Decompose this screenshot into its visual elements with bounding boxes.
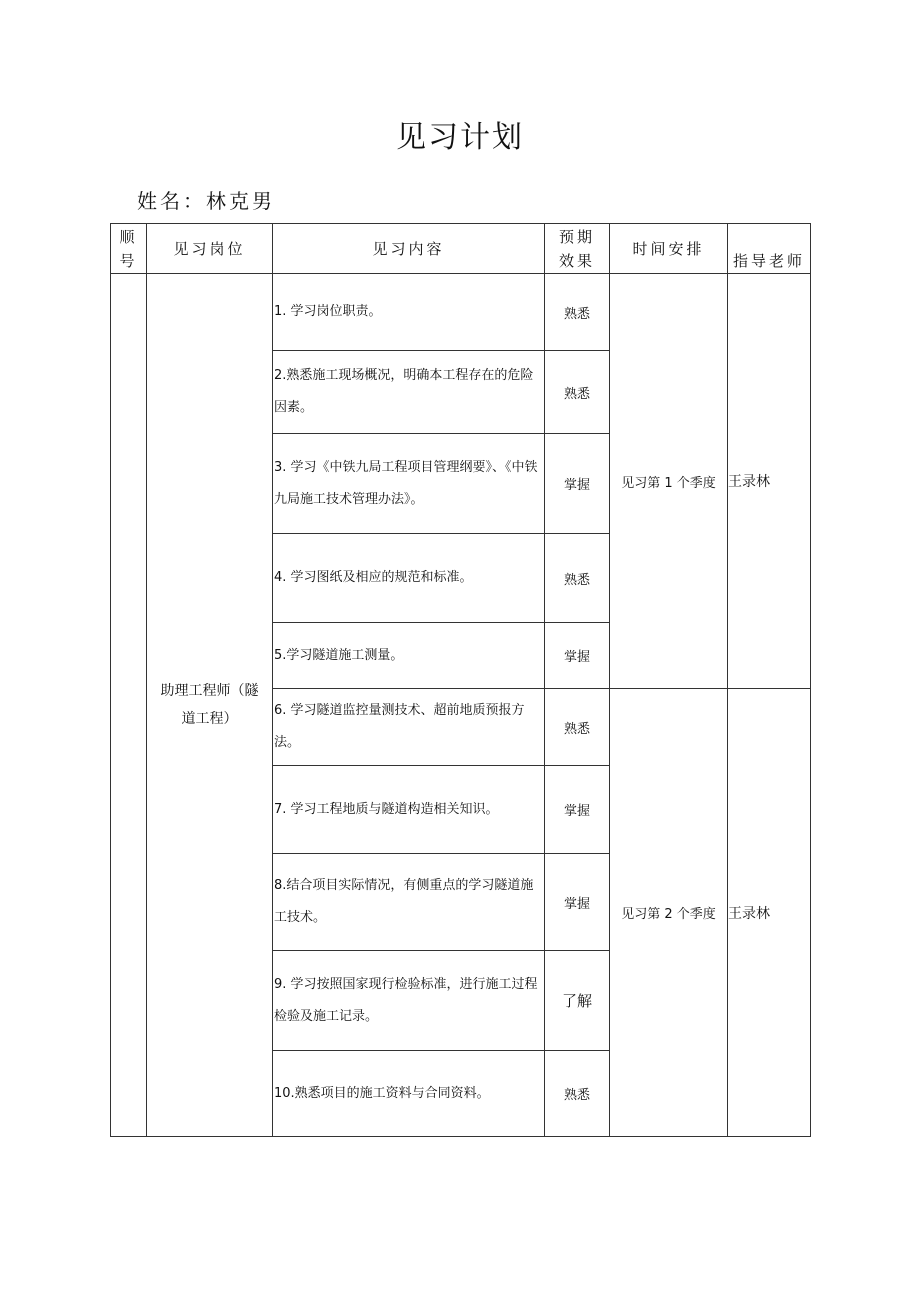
content-cell: 9. 学习按照国家现行检验标准，进行施工过程检验及施工记录。 — [273, 951, 545, 1051]
table-row — [111, 274, 811, 351]
name-value: 林克男 — [206, 189, 275, 213]
header-seq: 顺 号 — [111, 224, 147, 274]
header-post: 见习岗位 — [147, 224, 273, 274]
effect-cell: 掌握 — [545, 766, 610, 854]
content-cell: 7. 学习工程地质与隧道构造相关知识。 — [273, 766, 545, 854]
page-title: 见习计划 — [396, 120, 524, 155]
post-cell: 助理工程师（隧道工程） — [147, 274, 273, 1137]
content-cell: 5.学习隧道施工测量。 — [273, 623, 545, 689]
effect-cell: 熟悉 — [545, 689, 610, 766]
name-line — [137, 185, 275, 214]
effect-cell: 熟悉 — [545, 274, 610, 351]
header-row — [111, 224, 811, 274]
seq-cell — [111, 274, 147, 1137]
effect-cell: 熟悉 — [545, 534, 610, 623]
plan-table — [110, 223, 811, 1137]
header-teacher: 指导老师 — [728, 224, 811, 274]
teacher-cell: 王录林 — [728, 274, 811, 689]
teacher-cell: 王录林 — [728, 689, 811, 1137]
content-cell: 8.结合项目实际情况，有侧重点的学习隧道施工技术。 — [273, 854, 545, 951]
effect-cell: 了解 — [545, 951, 610, 1051]
content-cell: 3. 学习《中铁九局工程项目管理纲要》、《中铁九局施工技术管理办法》。 — [273, 434, 545, 534]
header-effect: 预期 效果 — [545, 224, 610, 274]
effect-cell: 掌握 — [545, 623, 610, 689]
content-cell: 1. 学习岗位职责。 — [273, 274, 545, 351]
content-cell: 4. 学习图纸及相应的规范和标准。 — [273, 534, 545, 623]
time-cell: 见习第 2 个季度 — [610, 689, 728, 1137]
header-time: 时间安排 — [610, 224, 728, 274]
effect-cell: 掌握 — [545, 434, 610, 534]
effect-cell: 熟悉 — [545, 1051, 610, 1137]
content-cell: 10.熟悉项目的施工资料与合同资料。 — [273, 1051, 545, 1137]
content-cell: 6. 学习隧道监控量测技术、超前地质预报方法。 — [273, 689, 545, 766]
header-content: 见习内容 — [273, 224, 545, 274]
time-cell: 见习第 1 个季度 — [610, 274, 728, 689]
content-cell: 2.熟悉施工现场概况，明确本工程存在的危险因素。 — [273, 351, 545, 434]
name-label: 姓名： — [137, 189, 206, 213]
effect-cell: 掌握 — [545, 854, 610, 951]
effect-cell: 熟悉 — [545, 351, 610, 434]
